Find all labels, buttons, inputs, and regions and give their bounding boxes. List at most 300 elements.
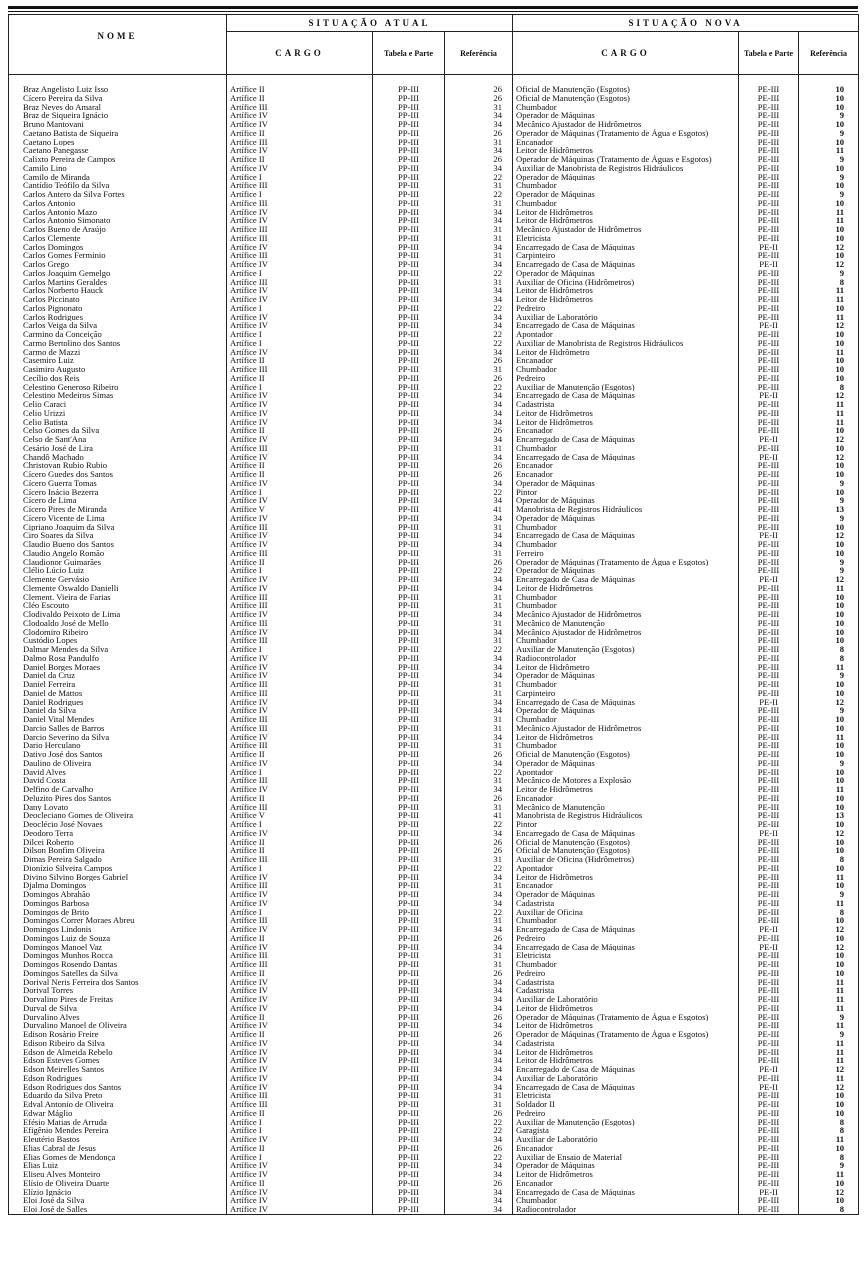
current-table: PP-III [373, 1004, 445, 1013]
current-table: PP-III [373, 540, 445, 549]
current-position: Artífice III [227, 619, 373, 628]
employee-name: Eduardo da Silva Preto [9, 1091, 227, 1100]
current-reference: 26 [445, 558, 513, 567]
employee-name: Daniel da Cruz [9, 671, 227, 680]
new-table: PE-II [739, 1188, 799, 1197]
table-row [9, 435, 859, 444]
new-reference: 9 [799, 1030, 859, 1039]
current-position: Artífice II [227, 1013, 373, 1022]
current-table: PP-III [373, 1126, 445, 1135]
current-reference: 34 [445, 706, 513, 715]
employee-name: Dativo José dos Santos [9, 750, 227, 759]
new-position: Operador de Máquinas [513, 759, 739, 768]
new-table: PE-III [739, 846, 799, 855]
current-reference: 22 [445, 1126, 513, 1135]
new-table: PE-II [739, 453, 799, 462]
employee-name: Carlos Rodrigues [9, 313, 227, 322]
current-position: Artífice I [227, 864, 373, 873]
employee-name: Dany Lovato [9, 803, 227, 812]
current-position: Artífice I [227, 820, 373, 829]
current-position: Artífice II [227, 461, 373, 470]
new-table: PE-II [739, 943, 799, 952]
new-reference: 10 [799, 741, 859, 750]
new-table: PE-III [739, 383, 799, 392]
current-table: PP-III [373, 1144, 445, 1153]
current-table: PP-III [373, 619, 445, 628]
new-position: Operador de Máquinas (Tratamento de Água e Esgotos) [513, 1030, 739, 1039]
current-position: Artífice IV [227, 1056, 373, 1065]
current-table: PP-III [373, 523, 445, 532]
current-table: PP-III [373, 811, 445, 820]
new-table: PE-III [739, 733, 799, 742]
new-table: PE-III [739, 488, 799, 497]
employee-name: Cantídio Teófilo da Silva [9, 181, 227, 190]
new-position: Operador de Máquinas [513, 190, 739, 199]
table-row [9, 488, 859, 497]
employee-name: Cícero Pereira da Silva [9, 94, 227, 103]
header-referencia-atual: Referência [445, 32, 513, 75]
new-table: PE-III [739, 120, 799, 129]
new-table: PE-III [739, 461, 799, 470]
current-reference: 34 [445, 391, 513, 400]
new-table: PE-III [739, 164, 799, 173]
new-reference: 9 [799, 479, 859, 488]
table-row [9, 724, 859, 733]
new-table: PE-III [739, 540, 799, 549]
current-reference: 34 [445, 899, 513, 908]
current-reference: 34 [445, 1021, 513, 1030]
new-position: Mecânico Ajustador de Hidrômetros [513, 225, 739, 234]
new-table: PE-III [739, 776, 799, 785]
employee-name: Carmo de Mazzi [9, 348, 227, 357]
current-reference: 41 [445, 505, 513, 514]
new-position: Leitor de Hidrômetros [513, 208, 739, 217]
new-position: Chumbador [513, 1196, 739, 1205]
new-position: Chumbador [513, 916, 739, 925]
new-reference: 8 [799, 1118, 859, 1127]
new-position: Auxiliar de Ensaio de Material [513, 1153, 739, 1162]
current-reference: 22 [445, 566, 513, 575]
new-reference: 9 [799, 111, 859, 120]
current-position: Artífice III [227, 523, 373, 532]
new-reference: 10 [799, 1196, 859, 1205]
current-position: Artífice III [227, 1100, 373, 1109]
new-reference: 11 [799, 1135, 859, 1144]
new-reference: 10 [799, 610, 859, 619]
new-position: Eletricista [513, 234, 739, 243]
new-table: PE-III [739, 645, 799, 654]
current-reference: 31 [445, 619, 513, 628]
current-reference: 31 [445, 951, 513, 960]
current-reference: 34 [445, 1188, 513, 1197]
new-reference: 10 [799, 969, 859, 978]
table-row [9, 1048, 859, 1057]
new-table: PE-III [739, 1013, 799, 1022]
employee-name: Carlos Antonio [9, 199, 227, 208]
table-row [9, 1118, 859, 1127]
table-row [9, 1126, 859, 1135]
current-table: PP-III [373, 164, 445, 173]
current-table: PP-III [373, 1021, 445, 1030]
table-row [9, 470, 859, 479]
new-table: PE-III [739, 768, 799, 777]
current-reference: 22 [445, 908, 513, 917]
table-row [9, 1030, 859, 1039]
table-row [9, 969, 859, 978]
new-table: PE-II [739, 925, 799, 934]
new-table: PE-III [739, 715, 799, 724]
new-table: PE-II [739, 575, 799, 584]
current-reference: 34 [445, 584, 513, 593]
current-reference: 22 [445, 339, 513, 348]
current-table: PP-III [373, 838, 445, 847]
new-position: Pedreiro [513, 969, 739, 978]
table-row [9, 523, 859, 532]
current-reference: 22 [445, 768, 513, 777]
current-table: PP-III [373, 286, 445, 295]
table-row [9, 164, 859, 173]
current-position: Artífice II [227, 94, 373, 103]
current-reference: 31 [445, 960, 513, 969]
new-position: Encarregado de Casa de Máquinas [513, 435, 739, 444]
current-position: Artífice IV [227, 654, 373, 663]
employee-name: Durval de Silva [9, 1004, 227, 1013]
table-row [9, 1170, 859, 1179]
current-reference: 34 [445, 348, 513, 357]
current-position: Artífice IV [227, 260, 373, 269]
new-position: Manobrista de Registros Hidráulicos [513, 811, 739, 820]
employee-name: Braz de Siqueira Ignácio [9, 111, 227, 120]
current-position: Artífice IV [227, 1205, 373, 1214]
current-table: PP-III [373, 1188, 445, 1197]
table-row [9, 540, 859, 549]
current-position: Artífice III [227, 636, 373, 645]
current-table: PP-III [373, 601, 445, 610]
employee-name: Deocleciano Gomes de Oliveira [9, 811, 227, 820]
new-position: Operador de Máquinas [513, 479, 739, 488]
current-reference: 26 [445, 461, 513, 470]
new-reference: 9 [799, 759, 859, 768]
header-tabela-nova: Tabela e Parte [739, 32, 799, 75]
current-position: Artífice V [227, 505, 373, 514]
new-reference: 12 [799, 243, 859, 252]
current-position: Artífice IV [227, 409, 373, 418]
employee-name: Celso de Sant'Ana [9, 435, 227, 444]
current-reference: 34 [445, 531, 513, 540]
current-reference: 26 [445, 1179, 513, 1188]
current-reference: 34 [445, 925, 513, 934]
current-position: Artífice II [227, 1030, 373, 1039]
table-row [9, 566, 859, 575]
new-reference: 11 [799, 978, 859, 987]
new-table: PE-III [739, 1170, 799, 1179]
employee-name: Domingos Satelles da Silva [9, 969, 227, 978]
new-position: Garagista [513, 1126, 739, 1135]
employee-name: Elias Gomes de Mendonça [9, 1153, 227, 1162]
employee-name: Caetano Lopes [9, 138, 227, 147]
current-position: Artífice III [227, 181, 373, 190]
new-reference: 10 [799, 601, 859, 610]
current-position: Artífice IV [227, 435, 373, 444]
employee-name: Clodoaldo José de Mello [9, 619, 227, 628]
current-reference: 31 [445, 138, 513, 147]
current-reference: 31 [445, 881, 513, 890]
current-reference: 31 [445, 916, 513, 925]
new-reference: 11 [799, 873, 859, 882]
new-position: Operador de Máquinas [513, 890, 739, 899]
new-table: PE-III [739, 584, 799, 593]
new-reference: 10 [799, 1144, 859, 1153]
new-reference: 12 [799, 1065, 859, 1074]
new-reference: 8 [799, 383, 859, 392]
new-table: PE-III [739, 628, 799, 637]
current-reference: 34 [445, 873, 513, 882]
current-table: PP-III [373, 776, 445, 785]
new-position: Operador de Máquinas [513, 566, 739, 575]
new-reference: 10 [799, 960, 859, 969]
table-row [9, 759, 859, 768]
employee-name: Carlos Antonio Mazo [9, 208, 227, 217]
employee-name: Dimas Pereira Salgado [9, 855, 227, 864]
current-position: Artífice III [227, 225, 373, 234]
table-row [9, 960, 859, 969]
current-table: PP-III [373, 435, 445, 444]
header-nome: NOME [9, 15, 227, 75]
new-reference: 9 [799, 514, 859, 523]
current-table: PP-III [373, 234, 445, 243]
current-reference: 26 [445, 846, 513, 855]
current-reference: 26 [445, 426, 513, 435]
current-reference: 34 [445, 575, 513, 584]
current-position: Artífice IV [227, 575, 373, 584]
new-position: Operador de Máquinas (Tratamento de Água e Esgotos) [513, 1013, 739, 1022]
current-table: PP-III [373, 785, 445, 794]
current-reference: 34 [445, 1004, 513, 1013]
current-reference: 34 [445, 216, 513, 225]
new-table: PE-III [739, 671, 799, 680]
current-table: PP-III [373, 951, 445, 960]
current-table: PP-III [373, 470, 445, 479]
current-table: PP-III [373, 505, 445, 514]
current-position: Artífice III [227, 234, 373, 243]
new-reference: 9 [799, 566, 859, 575]
new-position: Chumbador [513, 715, 739, 724]
employee-name: Carlos Veiga da Silva [9, 321, 227, 330]
employee-name: Edison Rosário Freire [9, 1030, 227, 1039]
new-table: PE-III [739, 1118, 799, 1127]
new-position: Leitor de Hidrômetros [513, 295, 739, 304]
current-reference: 34 [445, 208, 513, 217]
current-table: PP-III [373, 225, 445, 234]
current-table: PP-III [373, 698, 445, 707]
new-reference: 11 [799, 146, 859, 155]
current-table: PP-III [373, 925, 445, 934]
current-reference: 34 [445, 995, 513, 1004]
current-position: Artífice I [227, 269, 373, 278]
table-body [9, 75, 859, 1215]
new-reference: 11 [799, 418, 859, 427]
current-reference: 34 [445, 400, 513, 409]
new-reference: 10 [799, 619, 859, 628]
new-table: PE-III [739, 339, 799, 348]
current-reference: 34 [445, 733, 513, 742]
current-position: Artífice II [227, 356, 373, 365]
current-position: Artífice II [227, 934, 373, 943]
employee-name: Edval Antonio de Oliveira [9, 1100, 227, 1109]
employee-name: Deluzito Pires dos Santos [9, 794, 227, 803]
header-referencia-nova: Referência [799, 32, 859, 75]
new-reference: 10 [799, 120, 859, 129]
current-reference: 34 [445, 1074, 513, 1083]
employee-name: Carlos Gomes Ferminio [9, 251, 227, 260]
current-reference: 31 [445, 776, 513, 785]
new-reference: 9 [799, 558, 859, 567]
current-position: Artífice IV [227, 453, 373, 462]
current-position: Artífice IV [227, 286, 373, 295]
current-position: Artífice IV [227, 628, 373, 637]
current-reference: 26 [445, 1144, 513, 1153]
new-reference: 12 [799, 698, 859, 707]
table-row [9, 496, 859, 505]
new-position: Auxiliar de Laboratório [513, 995, 739, 1004]
new-position: Chumbador [513, 680, 739, 689]
employee-name: Cecílio dos Reis [9, 374, 227, 383]
current-position: Artífice IV [227, 243, 373, 252]
current-table: PP-III [373, 1074, 445, 1083]
table-row [9, 1021, 859, 1030]
current-table: PP-III [373, 365, 445, 374]
current-position: Artífice III [227, 278, 373, 287]
new-table: PE-III [739, 820, 799, 829]
table-row [9, 899, 859, 908]
table-row [9, 1074, 859, 1083]
employee-name: Celestino Medeiros Simas [9, 391, 227, 400]
current-table: PP-III [373, 689, 445, 698]
new-reference: 11 [799, 295, 859, 304]
current-table: PP-III [373, 103, 445, 112]
table-row [9, 1161, 859, 1170]
table-row [9, 829, 859, 838]
current-position: Artífice IV [227, 1021, 373, 1030]
current-table: PP-III [373, 750, 445, 759]
new-position: Apontador [513, 768, 739, 777]
new-reference: 12 [799, 260, 859, 269]
new-table: PE-III [739, 899, 799, 908]
current-table: PP-III [373, 251, 445, 260]
new-reference: 8 [799, 1205, 859, 1214]
new-position: Chumbador [513, 365, 739, 374]
current-position: Artífice IV [227, 899, 373, 908]
new-position: Chumbador [513, 181, 739, 190]
current-position: Artífice V [227, 811, 373, 820]
current-table: PP-III [373, 943, 445, 952]
employee-name: Elísio de Oliveira Duarte [9, 1179, 227, 1188]
current-position: Artífice I [227, 1118, 373, 1127]
current-reference: 34 [445, 698, 513, 707]
employee-name: Cícero de Lima [9, 496, 227, 505]
new-position: Encarregado de Casa de Máquinas [513, 1065, 739, 1074]
employee-name: Clodivaldo Peixoto de Lima [9, 610, 227, 619]
new-table: PE-III [739, 864, 799, 873]
current-table: PP-III [373, 1039, 445, 1048]
new-position: Oficial de Manutenção (Esgotos) [513, 85, 739, 94]
current-reference: 31 [445, 724, 513, 733]
current-table: PP-III [373, 94, 445, 103]
current-reference: 26 [445, 356, 513, 365]
current-reference: 34 [445, 111, 513, 120]
new-table: PE-III [739, 1135, 799, 1144]
current-position: Artífice I [227, 190, 373, 199]
current-table: PP-III [373, 488, 445, 497]
header-situacao-atual: SITUAÇÃO ATUAL [227, 15, 513, 32]
employee-name: Edson Rodrigues dos Santos [9, 1083, 227, 1092]
new-position: Pedreiro [513, 304, 739, 313]
table-row [9, 383, 859, 392]
employee-name: Durvalino Manoel de Oliveira [9, 1021, 227, 1030]
new-position: Operador de Máquinas [513, 1161, 739, 1170]
employee-name: Domingos Barbosa [9, 899, 227, 908]
table-row [9, 908, 859, 917]
new-position: Mecânico Ajustador de Hidrômetros [513, 120, 739, 129]
current-reference: 22 [445, 864, 513, 873]
employee-name: Celio Batista [9, 418, 227, 427]
current-reference: 31 [445, 181, 513, 190]
new-position: Chumbador [513, 601, 739, 610]
employee-name: Eleutério Bastos [9, 1135, 227, 1144]
new-reference: 11 [799, 663, 859, 672]
header-tabela-atual: Tabela e Parte [373, 32, 445, 75]
new-table: PE-III [739, 216, 799, 225]
current-position: Artífice III [227, 715, 373, 724]
new-reference: 11 [799, 400, 859, 409]
table-row [9, 584, 859, 593]
current-reference: 26 [445, 838, 513, 847]
new-reference: 10 [799, 776, 859, 785]
new-table: PE-III [739, 234, 799, 243]
table-row [9, 601, 859, 610]
current-table: PP-III [373, 418, 445, 427]
current-table: PP-III [373, 558, 445, 567]
current-reference: 34 [445, 243, 513, 252]
current-position: Artífice I [227, 383, 373, 392]
new-table: PE-III [739, 1196, 799, 1205]
employee-name: Custódio Lopes [9, 636, 227, 645]
current-position: Artífice IV [227, 1083, 373, 1092]
personnel-table [8, 14, 859, 1215]
new-reference: 10 [799, 356, 859, 365]
new-position: Leitor de Hidrômetros [513, 1056, 739, 1065]
new-table: PE-III [739, 1091, 799, 1100]
new-table: PE-III [739, 978, 799, 987]
current-reference: 34 [445, 890, 513, 899]
current-table: PP-III [373, 321, 445, 330]
new-table: PE-III [739, 348, 799, 357]
table-row [9, 321, 859, 330]
current-reference: 34 [445, 663, 513, 672]
new-reference: 11 [799, 995, 859, 1004]
current-reference: 34 [445, 1170, 513, 1179]
table-row [9, 461, 859, 470]
current-table: PP-III [373, 426, 445, 435]
current-position: Artífice I [227, 768, 373, 777]
new-position: Cadastrista [513, 1039, 739, 1048]
current-position: Artífice IV [227, 698, 373, 707]
employee-name: Djalma Domingos [9, 881, 227, 890]
employee-name: Domingos Lindonis [9, 925, 227, 934]
new-table: PE-III [739, 1100, 799, 1109]
current-position: Artífice IV [227, 514, 373, 523]
current-table: PP-III [373, 978, 445, 987]
